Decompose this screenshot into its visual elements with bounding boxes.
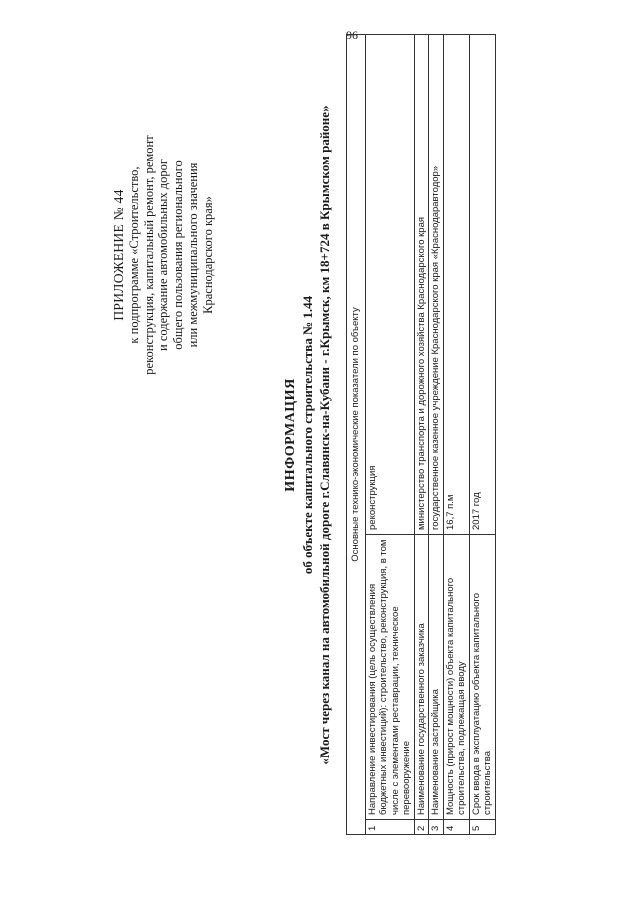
appendix-line: к подпрограмме «Строительство, <box>126 166 141 344</box>
indicators-table <box>346 34 496 835</box>
row-label: Направление инвестирования (цель осуществления бюджетных инвестиций): строительство, реконструкция, в том числе с элементами реставрации, техническое перевооружение <box>365 535 414 820</box>
appendix-title: ПРИЛОЖЕНИЕ № 44 <box>111 189 126 321</box>
page-number: 96 <box>346 28 358 42</box>
row-value: реконструкция <box>365 34 414 534</box>
row-label: Мощность (прирост мощности) объекта капитального строительства, подлежащая вводу <box>443 535 469 820</box>
row-value: министерство транспорта и дорожного хозяйства Краснодарского края <box>414 34 429 534</box>
row-number: 3 <box>429 820 444 835</box>
table-row <box>365 34 414 834</box>
appendix-block <box>112 40 216 470</box>
row-number: 2 <box>414 820 429 835</box>
row-number: 4 <box>443 820 469 835</box>
table-header-row <box>347 34 366 834</box>
row-value: 16,7 п.м <box>443 34 469 534</box>
appendix-line: Краснодарского края» <box>200 196 215 314</box>
table-row <box>469 34 495 834</box>
heading-object-name: «Мост через канал на автомобильной дороге г.Славянск-на-Кубани - г.Крымск, км 18+724 в Крымском районе» <box>317 105 332 765</box>
heading-title: ИНФОРМАЦИЯ <box>283 378 298 492</box>
row-value: государственное казенное учреждение Краснодарского края «Краснодаравтодор» <box>429 34 444 534</box>
table-header: Основные технико-экономические показатели по объекту <box>347 34 366 834</box>
table-row <box>443 34 469 834</box>
row-number: 5 <box>469 820 495 835</box>
table-row <box>414 34 429 834</box>
row-label: Срок ввода в эксплуатацию объекта капитального строительства <box>469 535 495 820</box>
appendix-line: и содержание автомобильных дорог <box>156 159 171 351</box>
row-number: 1 <box>365 820 414 835</box>
row-label: Наименование застройщика <box>429 535 444 820</box>
heading-object-number: об объекте капитального строительства № 1.44 <box>300 295 315 575</box>
appendix-line: реконструкция, капитальный ремонт, ремонт <box>141 135 156 375</box>
row-label: Наименование государственного заказчика <box>414 535 429 820</box>
document-heading <box>282 5 333 865</box>
row-value: 2017 год <box>469 34 495 534</box>
table-row <box>429 34 444 834</box>
appendix-line: или межмуниципального значения <box>185 162 200 348</box>
appendix-line: общего пользования регионального <box>171 160 186 350</box>
rotated-document <box>60 5 600 865</box>
